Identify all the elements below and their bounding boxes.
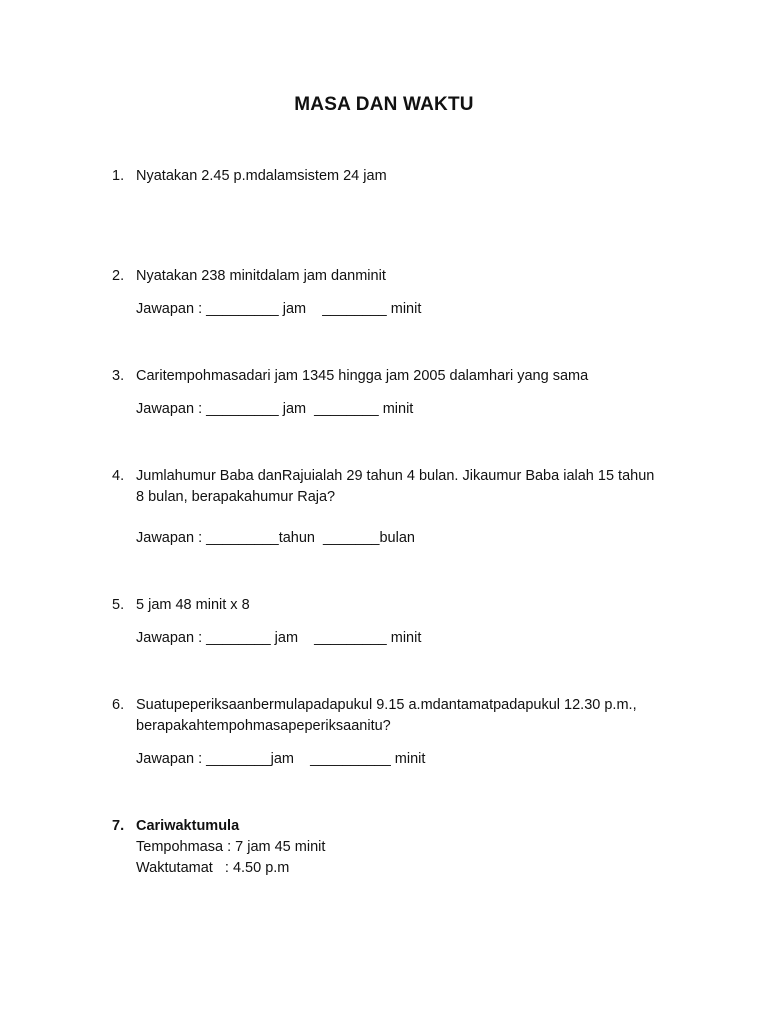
answer-line: Jawapan : _________ jam ________ minit: [136, 301, 422, 317]
question-number: 5.: [112, 597, 125, 613]
question-text: 5 jam 48 minit x 8: [136, 597, 250, 613]
answer-line: Jawapan : ________ jam _________ minit: [136, 630, 422, 646]
question-text: 8 bulan, berapakahumur Raja?: [136, 489, 336, 505]
question-text: Nyatakan 2.45 p.mdalamsistem 24 jam: [136, 168, 387, 184]
question-text: Suatupeperiksaanbermulapadapukul 9.15 a.mdantamatpadapukul 12.30 p.m.,: [136, 697, 637, 713]
question-text: Nyatakan 238 minitdalam jam danminit: [136, 268, 386, 284]
answer-line: Jawapan : ________jam __________ minit: [136, 751, 426, 767]
question-number: 6.: [112, 697, 125, 713]
question-text: Jumlahumur Baba danRajuialah 29 tahun 4 bulan. Jikaumur Baba ialah 15 tahun: [136, 468, 655, 484]
question-text: Waktutamat : 4.50 p.m: [136, 860, 290, 876]
page-title: MASA DAN WAKTU: [294, 94, 474, 115]
question-number: 2.: [112, 268, 125, 284]
answer-line: Jawapan : _________tahun _______bulan: [136, 530, 415, 546]
question-number: 3.: [112, 368, 125, 384]
question-text: Cariwaktumula: [136, 818, 240, 834]
question-number: 4.: [112, 468, 125, 484]
answer-line: Jawapan : _________ jam ________ minit: [136, 401, 414, 417]
question-text: Caritempohmasadari jam 1345 hingga jam 2005 dalamhari yang sama: [136, 368, 589, 384]
question-number: 7.: [112, 818, 125, 834]
question-number: 1.: [112, 168, 125, 184]
question-text: berapakahtempohmasapeperiksaanitu?: [136, 718, 391, 734]
question-text: Tempohmasa : 7 jam 45 minit: [136, 839, 326, 855]
